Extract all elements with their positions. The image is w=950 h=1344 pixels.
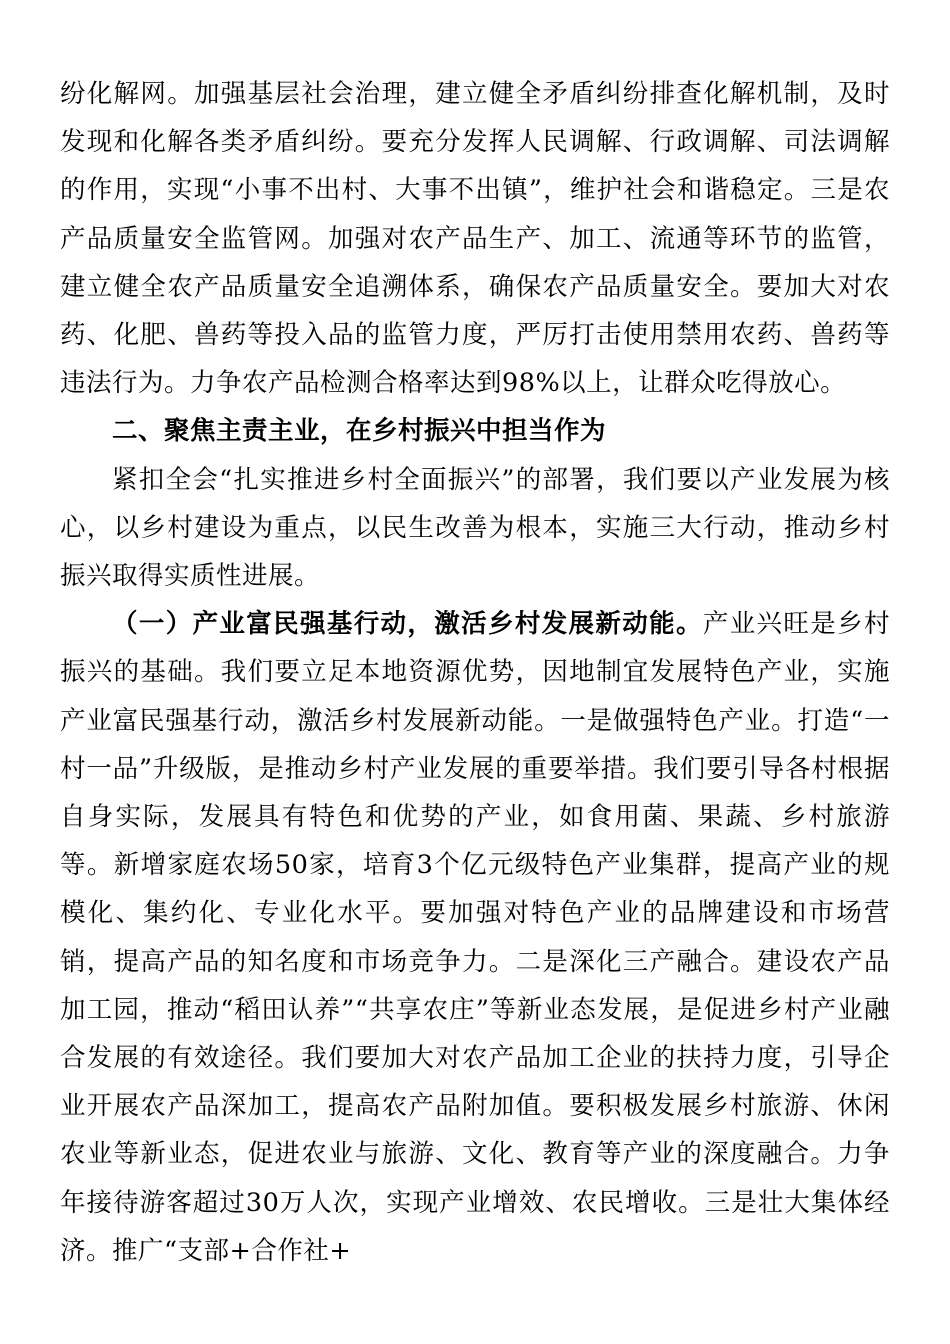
paragraph-three-actions: 紧扣全会“扎实推进乡村全面振兴”的部署，我们要以产业发展为核心，以乡村建设为重点，以民生改善为根本，实施三大行动，推动乡村振兴取得实质性进展。 [60, 464, 890, 592]
section-heading-rural-revitalization: 二、聚焦主责主业，在乡村振兴中担当作为 [112, 416, 607, 447]
document-page [60, 70, 890, 1275]
paragraph-lead-title: （一）产业富民强基行动，激活乡村发展新动能。 [112, 609, 703, 640]
paragraph-body: 产业兴旺是乡村振兴的基础。我们要立足本地资源优势，因地制宜发展特色产业，实施产业富民强基行动，激活乡村发展新动能。一是做强特色产业。打造“一村一品”升级版，是推动乡村产业发展的重要举措。我们要引导各村根据自身实际，发展具有特色和优势的产业，如食用菌、果蔬、乡村旅游等。新增家庭农场50家，培育3个亿元级特色产业集群，提高产业的规模化、集约化、专业化水平。要加强对特色产业的品牌建设和市场营销，提高产品的知名度和市场竞争力。二是深化三产融合。建设农产品加工园，推动“稻田认养”“共享农庄”等新业态发展，是促进乡村产业融合发展的有效途径。我们要加大对农产品加工企业的扶持力度，引导企业开展农产品深加工，提高农产品附加值。要积极发展乡村旅游、休闲农业等新业态，促进农业与旅游、文化、教育等产业的深度融合。力争年接待游客超过30万人次，实现产业增效、农民增收。三是壮大集体经济。推广“支部+合作社+ [60, 609, 890, 1266]
paragraph-dispute-resolution: 纷化解网。加强基层社会治理，建立健全矛盾纠纷排查化解机制，及时发现和化解各类矛盾纠纷。要充分发挥人民调解、行政调解、司法调解的作用，实现“小事不出村、大事不出镇”，维护社会和谐稳定。三是农产品质量安全监管网。加强对农产品生产、加工、流通等环节的监管，建立健全农产品质量安全追溯体系，确保农产品质量安全。要加大对农药、化肥、兽药等投入品的监管力度，严厉打击使用禁用农药、兽药等违法行为。力争农产品检测合格率达到98%以上，让群众吃得放心。 [60, 79, 890, 399]
paragraph-industry-action [60, 600, 890, 1275]
